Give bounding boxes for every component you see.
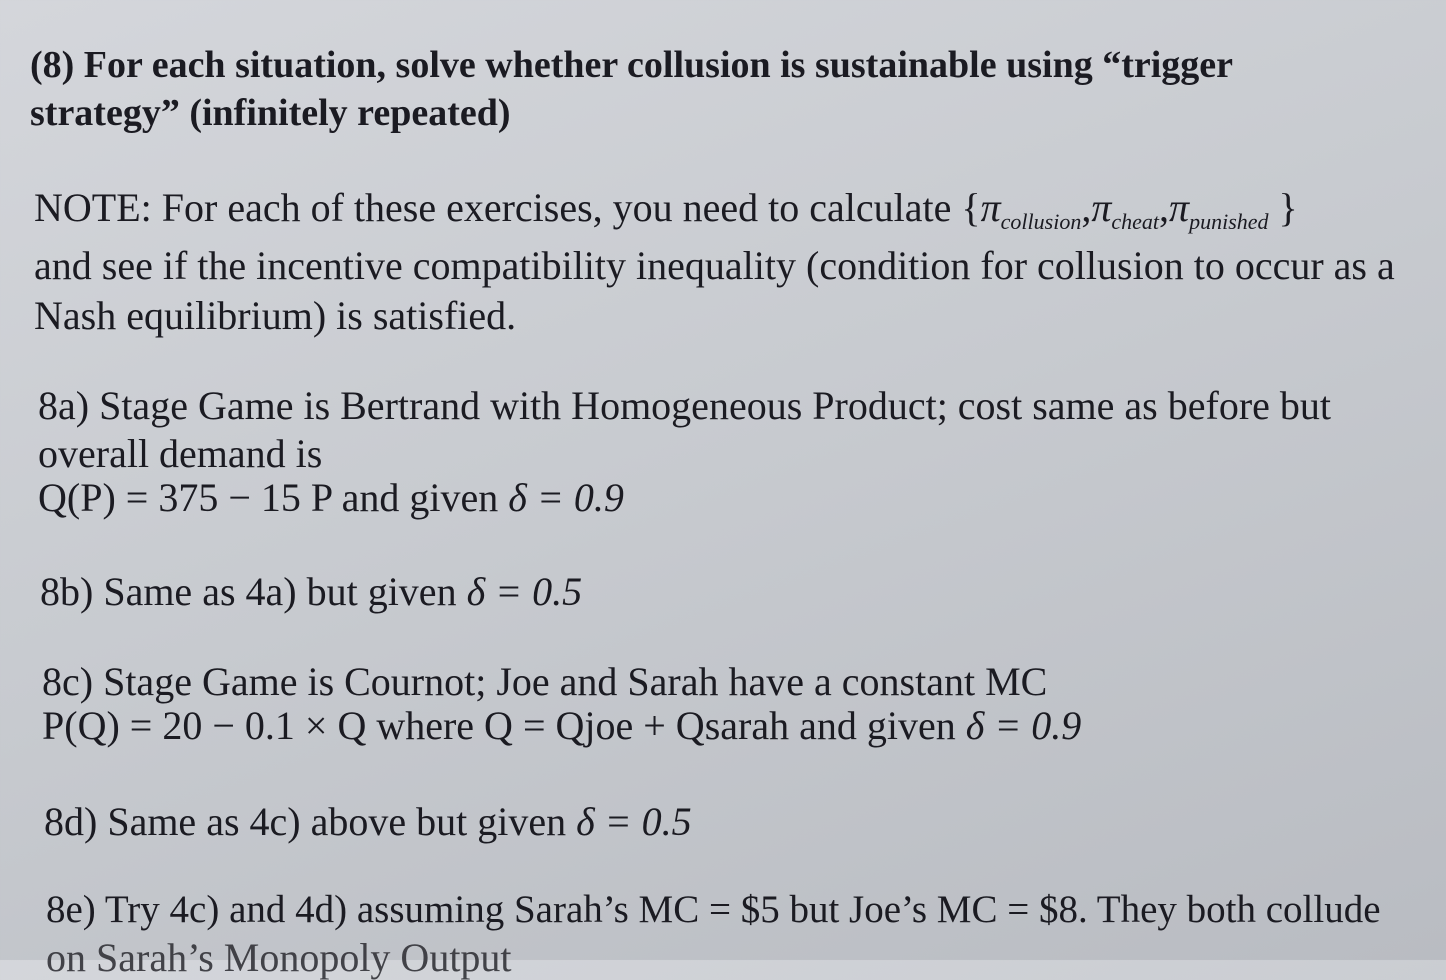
item-8c-line-2 [42,703,1082,748]
item-8a-line-2: overall demand is [38,431,323,476]
discount-factor: δ = 0.5 [576,799,692,844]
item-8d-text: 8d) Same as 4c) above but given [44,799,567,844]
pi-symbol: π [1169,185,1190,230]
inverse-demand-equation: P(Q) = 20 − 0.1 × Q where Q = Qjoe + Qsarah and given [42,703,956,748]
comma: , [1081,185,1092,230]
item-8a-line-1: 8a) Stage Game is Bertrand with Homogeneous Product; cost same as before but [38,383,1332,428]
item-8d [44,799,692,844]
item-8c-line-1: 8c) Stage Game is Cournot; Joe and Sarah have a constant MC [42,659,1048,704]
subscript-punished: punished [1189,209,1269,234]
demand-equation: Q(P) = 375 − 15 P and given [38,475,499,520]
item-8b-text: 8b) Same as 4a) but given [40,569,457,614]
brace-open: { [961,185,981,230]
note-line-1 [34,185,1298,234]
heading-line-2: strategy” (infinitely repeated) [30,92,511,134]
subscript-collusion: collusion [1000,209,1082,234]
discount-factor: δ = 0.9 [508,475,624,520]
subscript-cheat: cheat [1111,209,1160,234]
item-8e-line-2: on Sarah’s Monopoly Output [46,935,512,980]
item-8e-line-1: 8e) Try 4c) and 4d) assuming Sarah’s MC = $5 but Joe’s MC = $8. They both collude [46,888,1381,931]
pi-symbol: π [980,185,1001,230]
discount-factor: δ = 0.5 [466,569,583,614]
note-prefix: NOTE: For each of these exercises, you need to calculate [34,185,952,230]
pi-symbol: π [1091,185,1112,230]
discount-factor: δ = 0.9 [965,703,1082,748]
note-line-3: Nash equilibrium) is satisfied. [34,293,517,338]
heading-line-1: (8) For each situation, solve whether collusion is sustainable using “trigger [30,44,1234,86]
brace-close: } [1278,185,1298,230]
comma: , [1159,185,1170,230]
item-8a-line-3 [38,475,624,520]
note-line-2: and see if the incentive compatibility inequality (condition for collusion to occur as a [34,243,1395,288]
item-8b [40,569,583,614]
